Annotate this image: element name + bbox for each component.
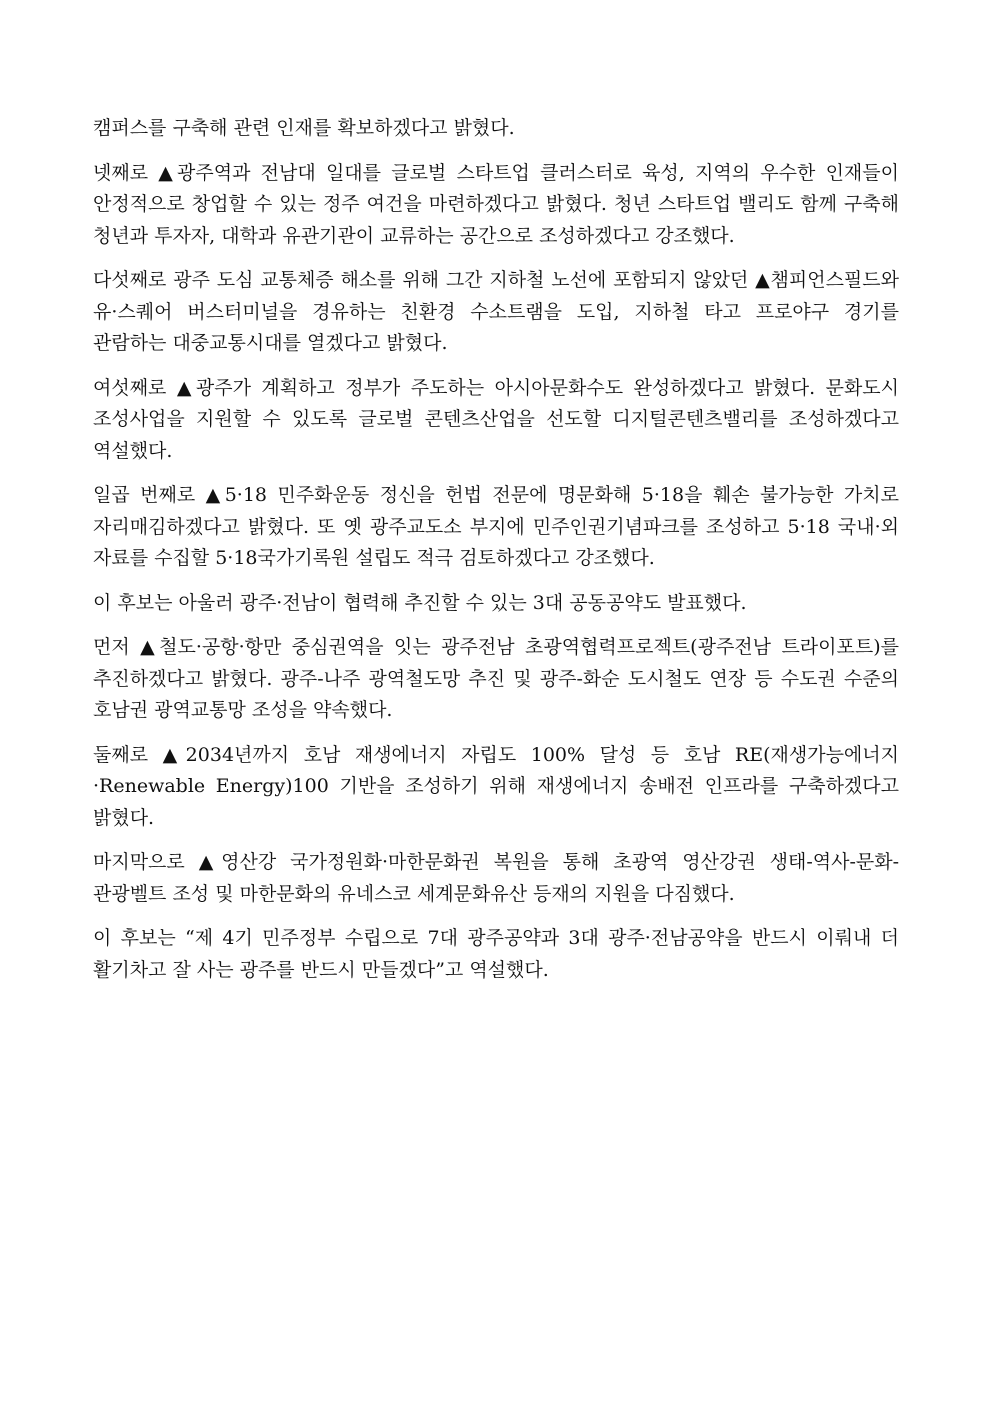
paragraph-hydrogen-tram: 다섯째로 광주 도심 교통체증 해소를 위해 그간 지하철 노선에 포함되지 않았던 ▲챔피언스필드와 유·스퀘어 버스터미널을 경유하는 친환경 수소트램을 도입, 지하철 타고 프로야구 경기를 관람하는 대중교통시대를 열겠다고 밝혔다. (93, 269, 899, 354)
paragraph-triport: 먼저 ▲철도·공항·항만 중심권역을 잇는 광주전남 초광역협력프로젝트(광주전남 트라이포트)를 추진하겠다고 밝혔다. 광주-나주 광역철도망 추진 및 광주-화순 도시철도 연장 등 수도권 수준의 호남권 광역교통망 조성을 약속했다. (93, 636, 899, 721)
paragraph-campus: 캠퍼스를 구축해 관련 인재를 확보하겠다고 밝혔다. (93, 117, 515, 139)
paragraph-asia-culture: 여섯째로 ▲광주가 계획하고 정부가 주도하는 아시아문화수도 완성하겠다고 밝혔다. 문화도시 조성사업을 지원할 수 있도록 글로벌 콘텐츠산업을 선도할 디지털콘텐츠밸리를 조성하겠다고 역설했다. (93, 376, 899, 462)
paragraph-closing-quote: 이 후보는 “제 4기 민주정부 수립으로 7대 광주공약과 3대 광주·전남공약을 반드시 이뤄내 더 활기차고 잘 사는 광주를 반드시 만들겠다”고 역설했다. (93, 927, 899, 981)
paragraph-re100: 둘째로 ▲2034년까지 호남 재생에너지 자립도 100% 달성 등 호남 RE(재생가능에너지·Renewable Energy)100 기반을 조성하기 위해 재생에너지 송배전 인프라를 구축하겠다고 밝혔다. (93, 743, 899, 829)
paragraph-yeongsan: 마지막으로 ▲영산강 국가정원화·마한문화권 복원을 통해 초광역 영산강권 생태-역사-문화-관광벨트 조성 및 마한문화의 유네스코 세계문화유산 등재의 지원을 다짐했다. (93, 851, 899, 905)
paragraph-startup-cluster: 넷째로 ▲광주역과 전남대 일대를 글로벌 스타트업 클러스터로 육성, 지역의 우수한 인재들이 안정적으로 창업할 수 있는 정주 여건을 마련하겠다고 밝혔다. 청년 스타트업 밸리도 함께 구축해 청년과 투자자, 대학과 유관기관이 교류하는 공간으로 조성하겠다고 강조했다. (93, 161, 899, 247)
paragraph-joint-pledges: 이 후보는 아울러 광주·전남이 협력해 추진할 수 있는 3대 공동공약도 발표했다. (93, 591, 747, 614)
paragraph-518: 일곱 번째로 ▲5·18 민주화운동 정신을 헌법 전문에 명문화해 5·18을 훼손 불가능한 가치로 자리매김하겠다고 밝혔다. 또 옛 광주교도소 부지에 민주인권기념파크를 조성하고 5·18 국내·외 자료를 수집할 5·18국가기록원 설립도 적극 검토하겠다고 강조했다. (93, 484, 899, 569)
article-body (93, 113, 899, 999)
